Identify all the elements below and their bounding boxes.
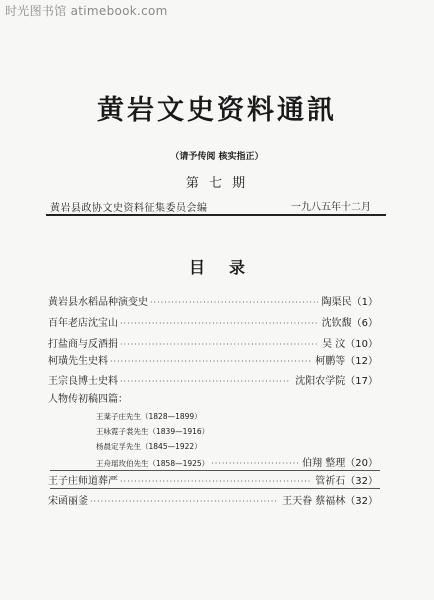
page-title: 黄岩文史资料通訊 bbox=[97, 95, 337, 126]
toc-entry-author: 沈钦馥（6） bbox=[321, 318, 378, 329]
leader-dots bbox=[120, 477, 311, 486]
toc-entry-author: 陶渠民（1） bbox=[321, 297, 378, 308]
leader-dots bbox=[90, 497, 278, 506]
sub-entry[interactable]: 杨晨定孚先生（1845—1922） bbox=[96, 442, 202, 451]
leader-dots bbox=[120, 319, 318, 328]
toc-entry[interactable] bbox=[48, 352, 378, 367]
toc-entry-author: 沈阳农学院（17） bbox=[295, 376, 378, 387]
toc-entry[interactable] bbox=[48, 492, 378, 507]
sub-entry[interactable]: 王棻子庄先生（1828—1899） bbox=[96, 412, 202, 421]
toc-entry-title: 王子庄师道葬严 bbox=[48, 476, 118, 487]
toc-entry[interactable] bbox=[48, 335, 378, 350]
toc-entry-title: 宋函丽釜 bbox=[48, 496, 88, 507]
leader-dots bbox=[120, 340, 318, 349]
publication-date: 一九八五年十二月 bbox=[291, 202, 371, 213]
toc-entry[interactable] bbox=[48, 293, 378, 308]
toc-entry-title: 百年老店沈宝山 bbox=[48, 318, 118, 329]
toc-entry-title: 柯璜先生史料 bbox=[48, 356, 108, 367]
toc-entry-author: 柯鹏等（12） bbox=[315, 356, 378, 367]
leader-dots bbox=[211, 459, 300, 468]
toc-entry-title: 黄岩县水稻品种演变史 bbox=[48, 297, 148, 308]
divider-line bbox=[50, 488, 380, 489]
toc-entry[interactable] bbox=[48, 472, 378, 487]
toc-entry-author: 吴 汶（10） bbox=[322, 339, 378, 350]
sub-entry[interactable]: 王咏霓子裳先生（1839—1916） bbox=[96, 427, 210, 436]
editor-line: 黄岩县政协文史资料征集委员会编 bbox=[50, 203, 208, 214]
sub-entry-with-author[interactable] bbox=[96, 454, 378, 469]
leader-dots bbox=[150, 298, 318, 307]
toc-entry-author: 伯翔 整理（20） bbox=[302, 458, 378, 469]
issue-number: 第 七 期 bbox=[185, 176, 249, 191]
toc-entry-title: 打盐商与反酒捐 bbox=[48, 339, 118, 350]
toc-entry-author: 王天眷 蔡福林（32） bbox=[282, 496, 378, 507]
group-title: 人物传初稿四篇： bbox=[48, 394, 128, 405]
toc-entry[interactable] bbox=[48, 372, 378, 387]
subtitle: （请予传阅 核实指正） bbox=[170, 152, 264, 162]
leader-dots bbox=[110, 357, 311, 366]
watermark-text: 时光图书馆 atimebook.com bbox=[5, 4, 168, 18]
toc-entry[interactable] bbox=[48, 314, 378, 329]
sub-entry-title: 王舟瑶玫伯先生（1858—1925） bbox=[96, 459, 210, 468]
divider-line bbox=[50, 470, 380, 471]
toc-entry-author: 管祈石（32） bbox=[315, 476, 378, 487]
toc-entry-title: 王宗良博士史料 bbox=[48, 376, 118, 387]
toc-heading: 目录 bbox=[188, 258, 269, 277]
header-divider bbox=[46, 214, 386, 216]
leader-dots bbox=[120, 377, 291, 386]
